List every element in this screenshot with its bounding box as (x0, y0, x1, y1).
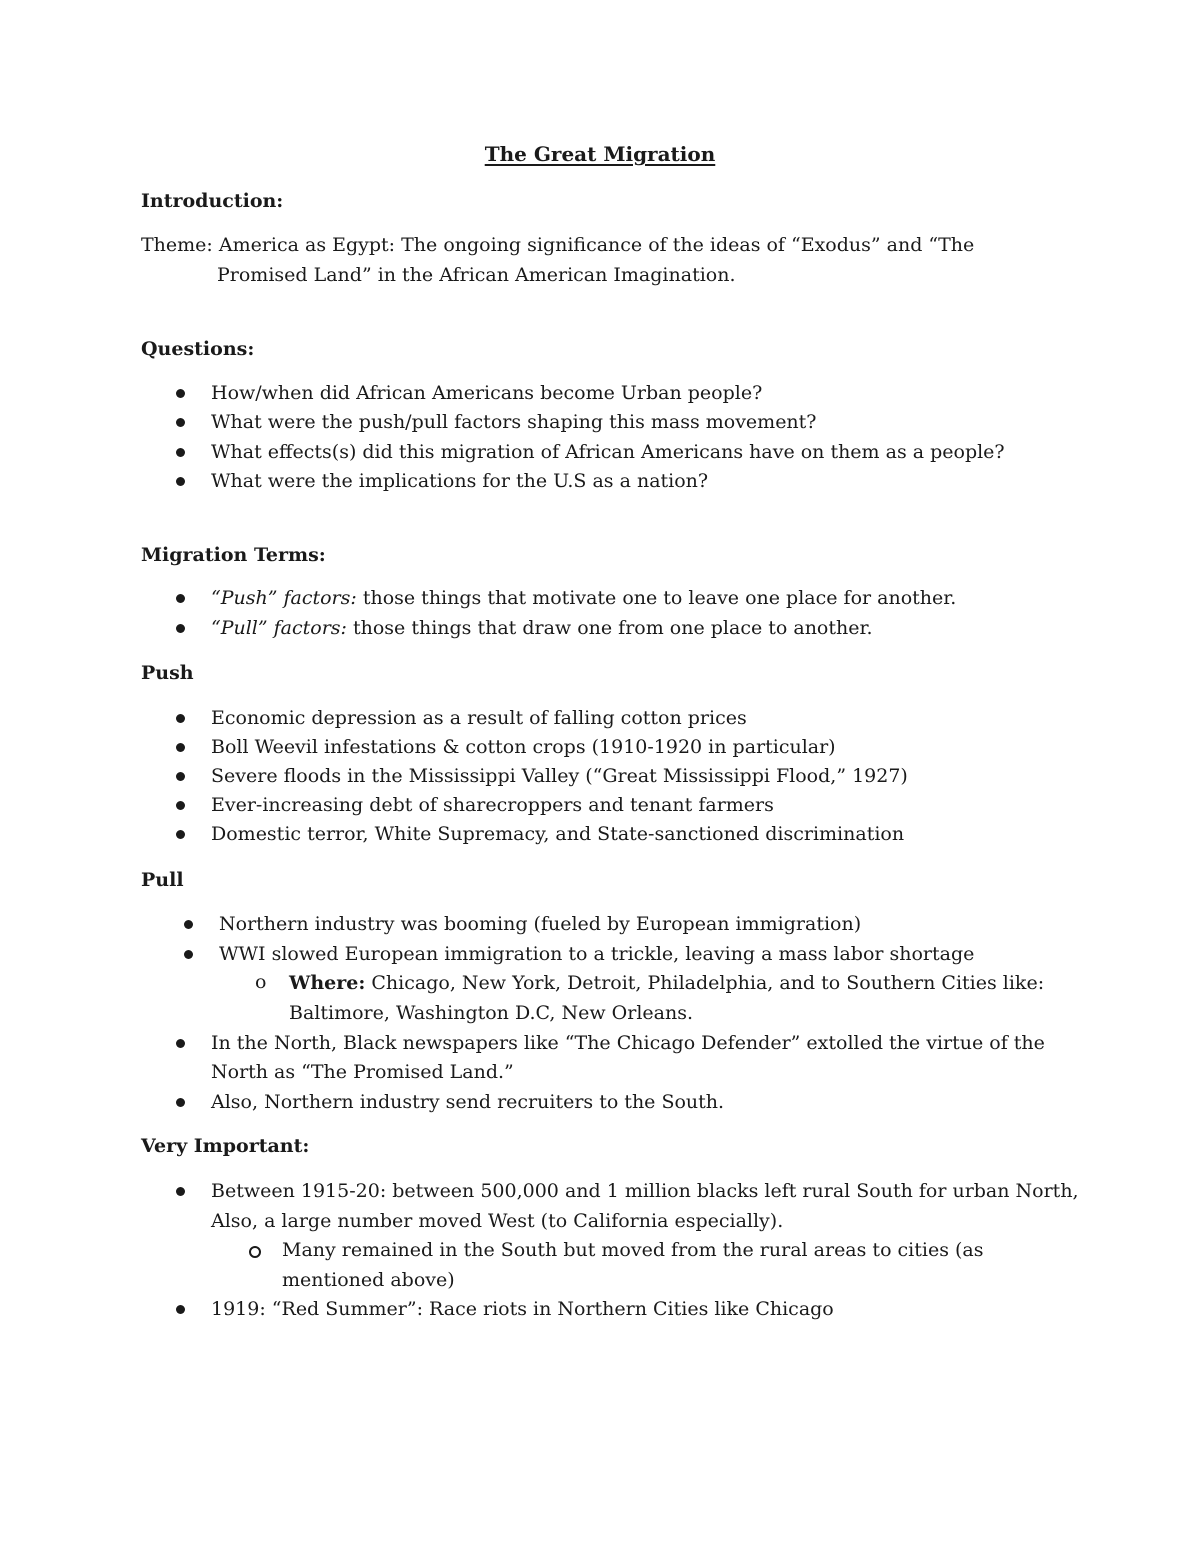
bullet-icon (176, 714, 185, 723)
bullet-icon (176, 1305, 185, 1314)
pull-sub-item-where (289, 968, 1044, 998)
bullet-icon (176, 772, 185, 781)
migration-terms-heading: Migration Terms: (141, 544, 326, 566)
bullet-icon (184, 920, 193, 929)
sub-bullet-marker: o (255, 971, 267, 993)
theme-line-1: Theme: America as Egypt: The ongoing significance of the ideas of “Exodus” and “The (141, 234, 975, 256)
question-item: What were the push/pull factors shaping this mass movement? (211, 411, 817, 433)
bullet-icon (176, 1187, 185, 1196)
pull-item: In the North, Black newspapers like “The Chicago Defender” extolled the virtue of the (211, 1032, 1045, 1054)
bullet-icon (176, 830, 185, 839)
very-important-heading: Very Important: (141, 1135, 310, 1157)
where-label: Where: (289, 972, 366, 994)
bullet-icon (176, 1039, 185, 1048)
question-item: What effects(s) did this migration of African Americans have on them as a people? (211, 441, 1005, 463)
pull-item: Northern industry was booming (fueled by European immigration) (219, 913, 862, 935)
bullet-icon (184, 950, 193, 959)
bullet-icon (176, 389, 185, 398)
bullet-icon (176, 477, 185, 486)
bullet-icon (176, 418, 185, 427)
pull-item-continued: North as “The Promised Land.” (211, 1061, 514, 1083)
bullet-icon (176, 594, 185, 603)
push-item: Boll Weevil infestations & cotton crops (1910-1920 in particular) (211, 736, 836, 758)
question-item: What were the implications for the U.S as a nation? (211, 470, 709, 492)
push-item: Economic depression as a result of falling cotton prices (211, 707, 747, 729)
term-label: “Push” factors: (211, 587, 357, 609)
important-item: 1919: “Red Summer”: Race riots in Northern Cities like Chicago (211, 1298, 834, 1320)
important-item-continued: Also, a large number moved West (to California especially). (211, 1210, 784, 1232)
document-title: The Great Migration (484, 142, 716, 166)
question-item: How/when did African Americans become Urban people? (211, 382, 763, 404)
theme-line-2: Promised Land” in the African American Imagination. (217, 264, 736, 286)
term-item-pull (211, 613, 873, 643)
important-sub-item: Many remained in the South but moved from the rural areas to cities (as (282, 1239, 984, 1261)
pull-sub-item-where-continued: Baltimore, Washington D.C, New Orleans. (289, 1002, 694, 1024)
introduction-heading: Introduction: (141, 190, 284, 212)
questions-heading: Questions: (141, 338, 255, 360)
term-item-push (211, 583, 956, 613)
important-sub-item-continued: mentioned above) (282, 1269, 455, 1291)
bullet-icon (176, 448, 185, 457)
push-item: Severe floods in the Mississippi Valley (“Great Mississippi Flood,” 1927) (211, 765, 908, 787)
push-item: Ever-increasing debt of sharecroppers and tenant farmers (211, 794, 774, 816)
bullet-icon (176, 743, 185, 752)
bullet-icon (176, 1098, 185, 1107)
pull-item: WWI slowed European immigration to a trickle, leaving a mass labor shortage (219, 943, 975, 965)
where-cities: Chicago, New York, Detroit, Philadelphia, and to Southern Cities like: (365, 972, 1045, 994)
pull-heading: Pull (141, 869, 184, 891)
term-definition: those things that draw one from one place to another. (346, 617, 873, 639)
push-item: Domestic terror, White Supremacy, and State-sanctioned discrimination (211, 823, 905, 845)
important-item: Between 1915-20: between 500,000 and 1 million blacks left rural South for urban North, (211, 1180, 1079, 1202)
term-definition: those things that motivate one to leave one place for another. (356, 587, 957, 609)
ring-bullet-icon (249, 1246, 261, 1258)
bullet-icon (176, 624, 185, 633)
term-label: “Pull” factors: (211, 617, 347, 639)
push-heading: Push (141, 662, 194, 684)
bullet-icon (176, 801, 185, 810)
pull-item: Also, Northern industry send recruiters to the South. (211, 1091, 725, 1113)
